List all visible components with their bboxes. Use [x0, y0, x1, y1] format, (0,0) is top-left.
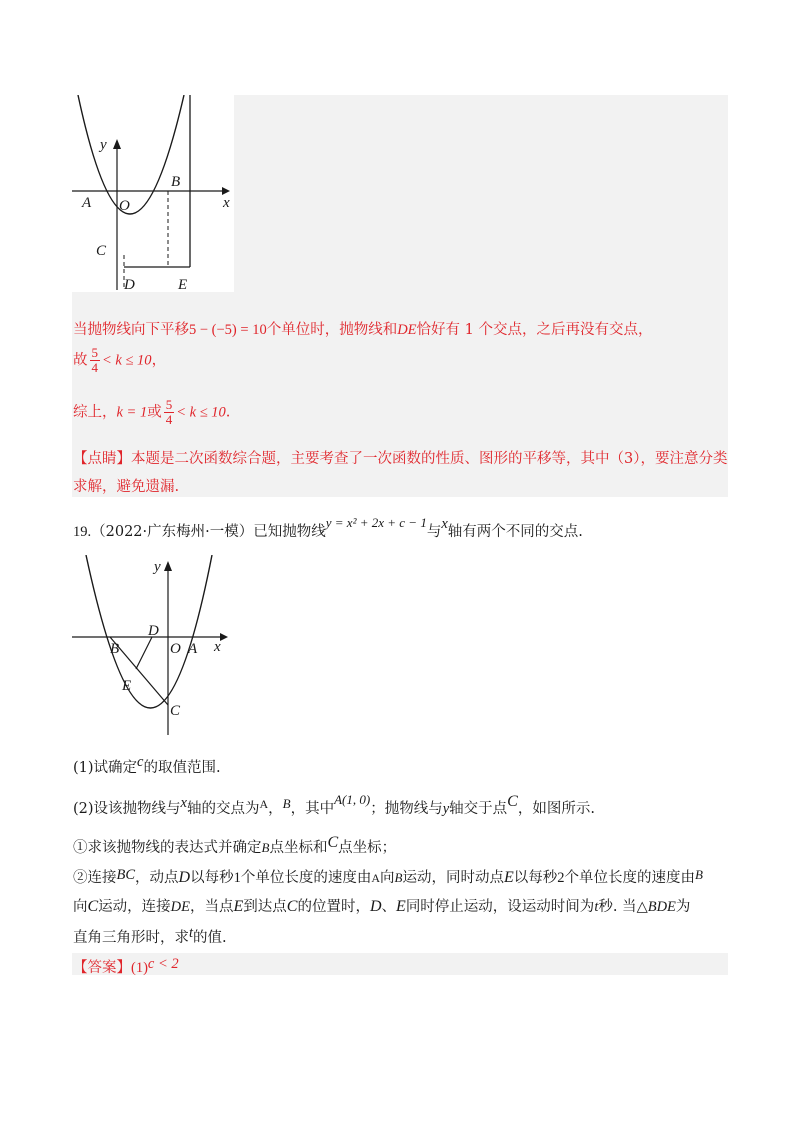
fraction-5-4-b: $\frac{5}{4}$	[165, 397, 173, 427]
segment-de	[136, 637, 152, 669]
parabola-curve	[78, 95, 184, 214]
figure-2-parabola	[72, 555, 234, 740]
sub-question-1: ①求该抛物线的表达式并确定B点坐标和C点坐标；	[73, 834, 397, 856]
parabola-equation: y = x² + 2x + c − 1	[325, 515, 427, 530]
sub-question-2-line-3: 直角三角形时，求t的值.	[73, 925, 227, 946]
comment-tag: 【点睛】	[73, 451, 131, 467]
label-d: D	[148, 623, 159, 639]
solution-line-3: 综上，k = 1或 $\frac{5}{4}$ < k ≤ 10.	[73, 397, 231, 427]
fraction-5-4: $\frac{5}{4}$	[91, 345, 98, 375]
question-2: (2)设该抛物线与x轴的交点为$^A$，B，其中A(1, 0)；抛物线与y轴交于点C，如图所示.	[73, 792, 595, 817]
label-e: E	[122, 678, 132, 694]
label-c: C	[170, 703, 181, 719]
comment-line-1: 【点睛】本题是二次函数综合题，主要考查了一次函数的性质、图形的平移等，其中（3），要注意分类	[73, 451, 728, 467]
x-axis-arrow	[220, 633, 228, 641]
solution-line-1: 当抛物线向下平移5 − (−5) = 10个单位时，抛物线和DE恰好有 1 个交点，之后再没有交点，	[73, 322, 653, 338]
label-b: B	[171, 174, 181, 190]
figure-1-parabola	[72, 95, 234, 292]
shift-expression: 5 − (−5) = 10	[189, 322, 267, 338]
y-axis-arrow	[113, 139, 121, 149]
x-axis-arrow	[222, 187, 230, 195]
label-d: D	[124, 277, 135, 292]
label-x: x	[214, 639, 221, 655]
label-c: C	[96, 243, 107, 259]
label-o: O	[119, 198, 130, 214]
label-y: y	[100, 137, 107, 153]
problem-number: 19.	[73, 524, 92, 540]
answer-value: c < 2	[147, 956, 179, 972]
point-a-coordinates: A(1, 0)	[334, 792, 371, 807]
label-e: E	[178, 277, 188, 292]
solution-line-2: 故 $\frac{5}{4}$ < k ≤ 10，	[73, 345, 167, 375]
label-b: B	[110, 641, 120, 657]
label-x: x	[223, 195, 230, 211]
label-y: y	[154, 559, 161, 575]
segment-de-ref: DE	[397, 322, 417, 338]
label-a: A	[188, 641, 198, 657]
sub-question-2-line-1: ②连接BC，动点D以每秒1个单位长度的速度由A向B运动，同时动点E以每秒2个单位长度的速度由B	[73, 867, 703, 886]
sub-question-2-line-2: 向C运动，连接DE，当点E到达点C的位置时，D、E同时停止运动，设运动时间为t秒. 当△BDE为	[73, 898, 691, 915]
label-a: A	[82, 195, 92, 211]
answer-line: 【答案】(1)c < 2	[73, 956, 179, 976]
label-o: O	[170, 641, 181, 657]
problem-19-statement: 19.（2022·广东梅州·一模）已知抛物线y = x² + 2x + c − 1与x轴有两个不同的交点.	[73, 515, 583, 540]
question-1: (1)试确定c的取值范围.	[73, 754, 221, 776]
answer-tag: 【答案】	[73, 960, 131, 976]
y-axis-arrow	[164, 561, 172, 571]
comment-line-2: 求解，避免遗漏.	[73, 479, 180, 495]
